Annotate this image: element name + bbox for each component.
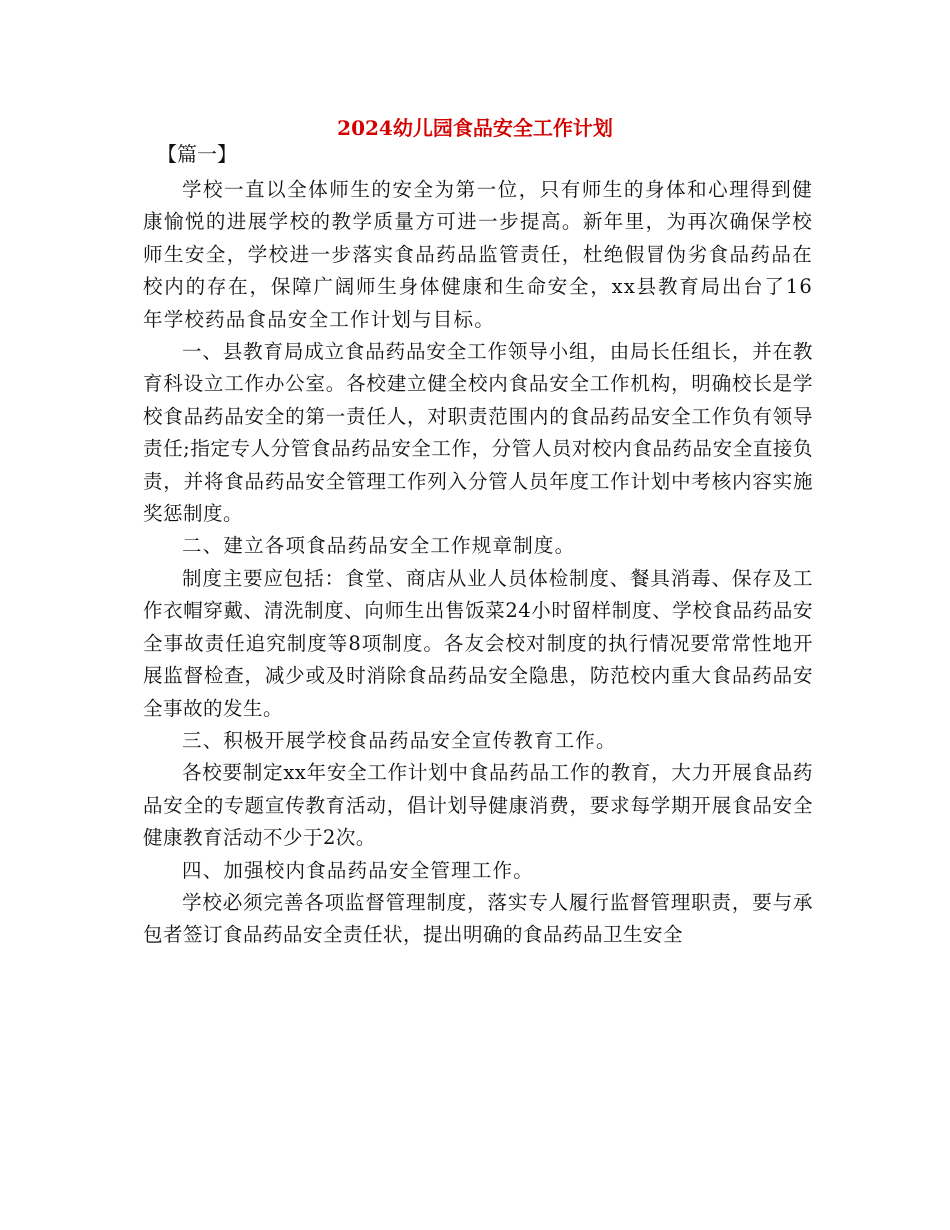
paragraph-item-2-detail: 制度主要应包括：食堂、商店从业人员体检制度、餐具消毒、保存及工作衣帽穿戴、清洗制度、向师生出售饭菜24小时留样制度、学校食品药品安全事故责任追究制度等8项制度。各友会校对制度的执行情况要常常性地开展监督检查，减少或及时消除食品药品安全隐患，防范校内重大食品药品安全事故的发生。 [143,566,813,720]
paragraph-heading-2: 二、建立各项食品药品安全工作规章制度。 [182,534,576,558]
paragraph-heading-3: 三、积极开展学校食品药品安全宣传教育工作。 [182,728,617,752]
document-body [143,174,813,952]
document-title: 2024幼儿园食品安全工作计划 [337,116,613,140]
paragraph-item-3-detail: 各校要制定xx年安全工作计划中食品药品工作的教育，大力开展食品药品安全的专题宣传教育活动，倡计划导健康消费，要求每学期开展食品安全健康教育活动不少于2次。 [143,761,813,850]
section-tag: 【篇一】 [157,142,237,166]
paragraph-intro: 学校一直以全体师生的安全为第一位，只有师生的身体和心理得到健康愉悦的进展学校的教学质量方可进一步提高。新年里，为再次确保学校师生安全，学校进一步落实食品药品监管责任，杜绝假冒伪劣食品药品在校内的存在，保障广阔师生身体健康和生命安全，xx县教育局出台了16年学校药品食品安全工作计划与目标。 [143,178,813,331]
paragraph-item-1: 一、县教育局成立食品药品安全工作领导小组，由局长任组长，并在教育科设立工作办公室。各校建立健全校内食品安全工作机构，明确校长是学校食品药品安全的第一责任人，对职责范围内的食品药品安全工作负有领导责任;指定专人分管食品药品安全工作，分管人员对校内食品药品安全直接负责，并将食品药品安全管理工作列入分管人员年度工作计划中考核内容实施奖惩制度。 [143,340,813,526]
paragraph-item-4-detail: 学校必须完善各项监督管理制度，落实专人履行监督管理职责，要与承包者签订食品药品安全责任状，提出明确的食品药品卫生安全 [143,890,813,947]
paragraph-heading-4: 四、加强校内食品药品安全管理工作。 [182,858,534,882]
